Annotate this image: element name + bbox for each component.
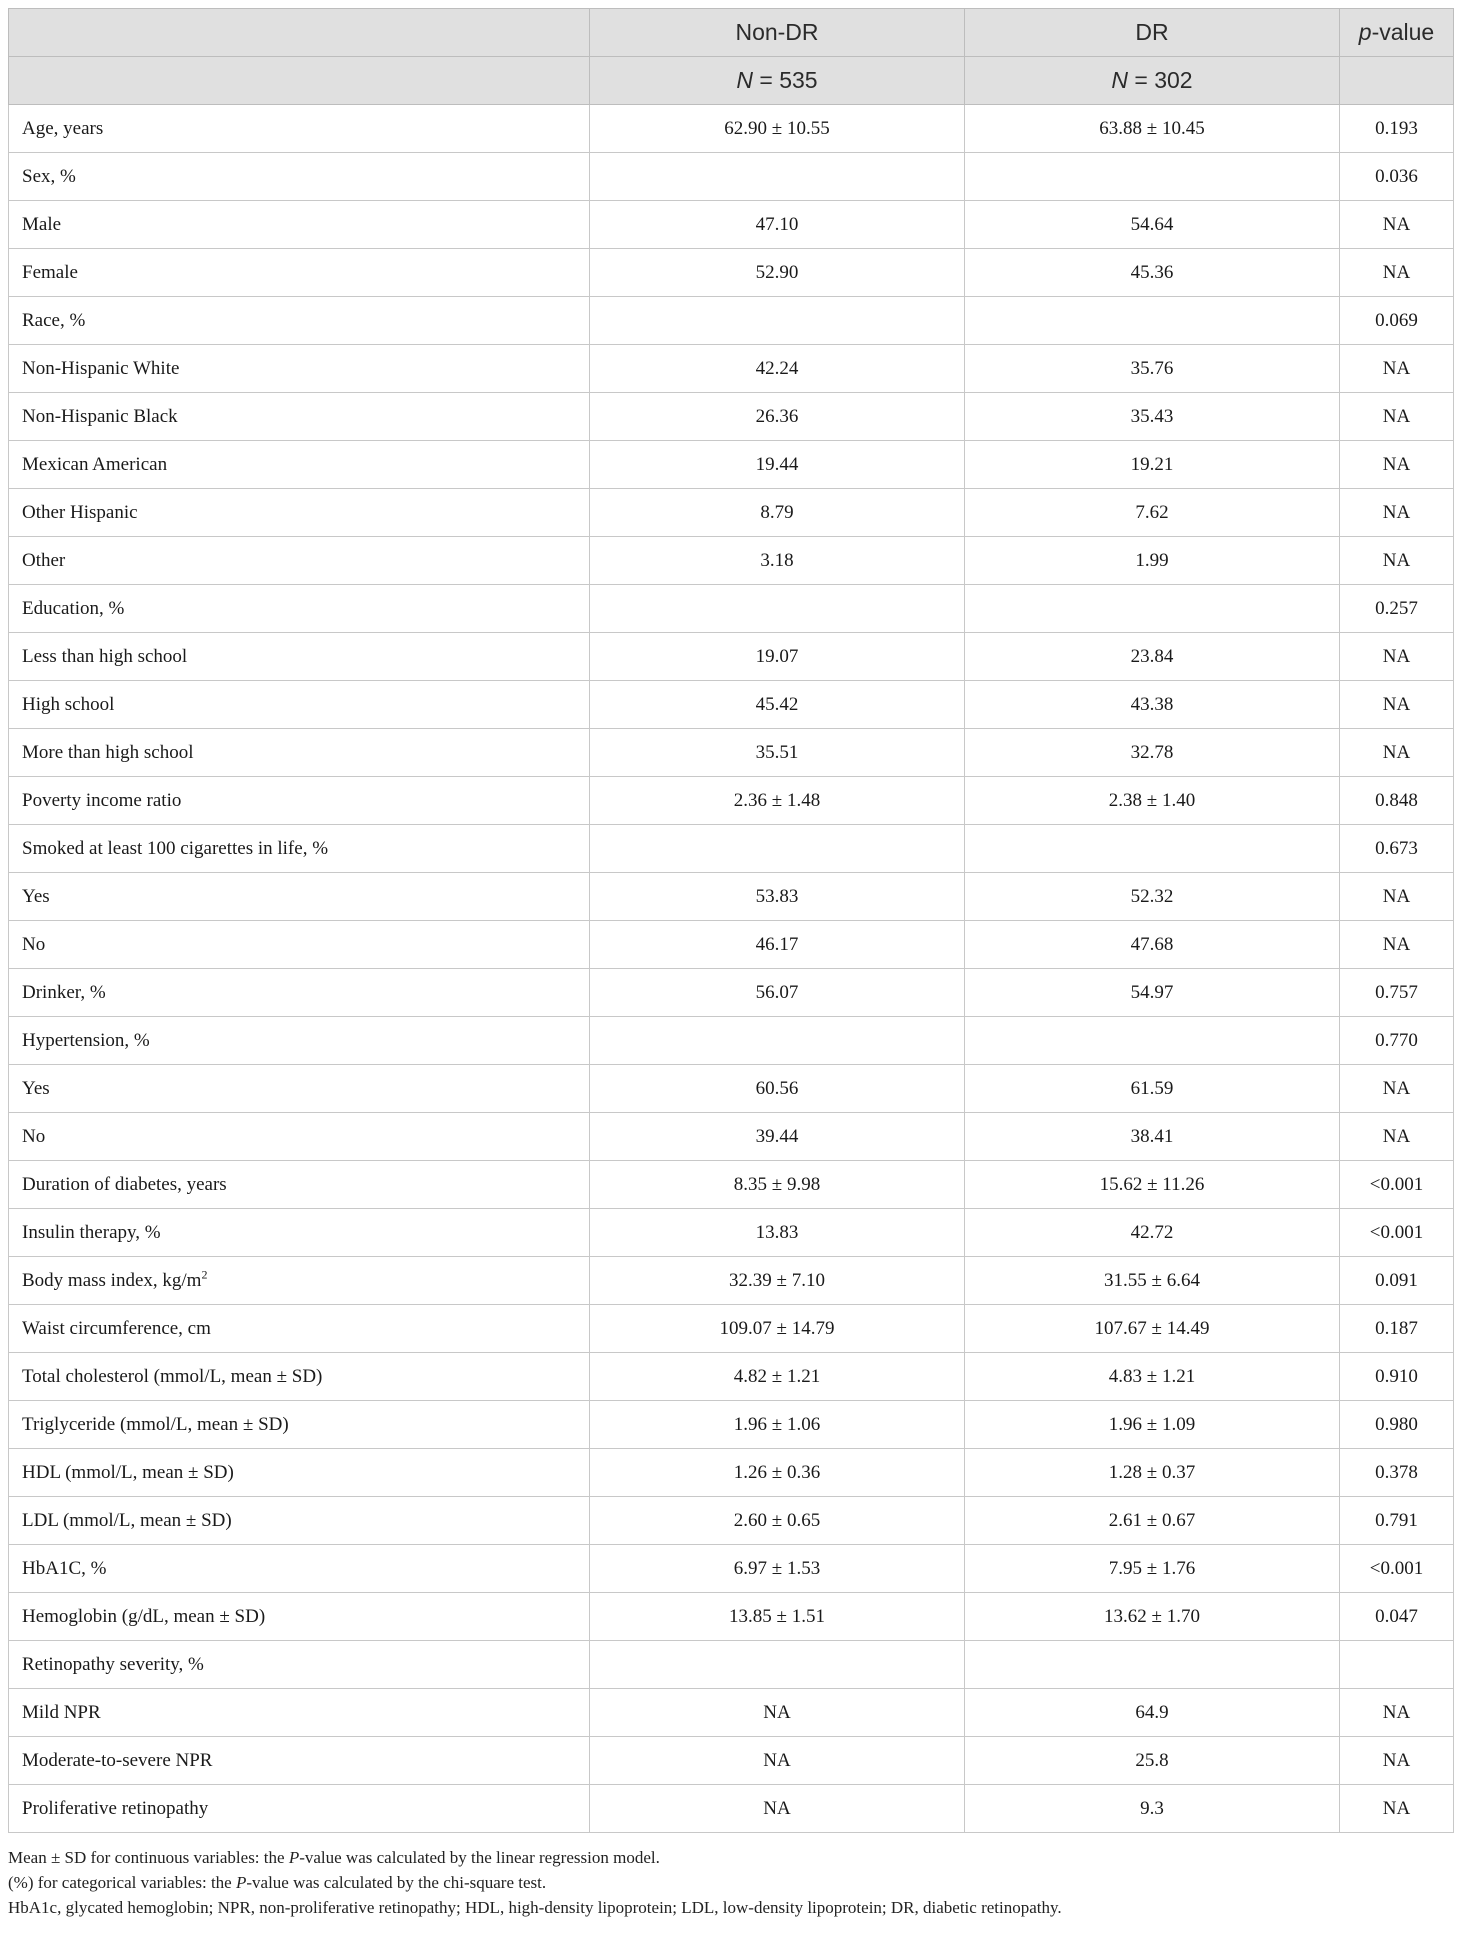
row-label-text: Retinopathy severity, % <box>22 1653 204 1675</box>
nondr-value-cell: NA <box>590 1737 965 1785</box>
dr-value-cell: 23.84 <box>965 633 1340 681</box>
pvalue-cell: <0.001 <box>1340 1161 1454 1209</box>
dr-value-cell <box>965 585 1340 633</box>
pvalue-cell: 0.848 <box>1340 777 1454 825</box>
table-row <box>9 1593 1454 1641</box>
pvalue-cell: 0.757 <box>1340 969 1454 1017</box>
n-symbol: N <box>736 67 754 93</box>
dr-value-cell: 2.61 ± 0.67 <box>965 1497 1340 1545</box>
dr-value-cell <box>965 153 1340 201</box>
footnote-p-symbol: P <box>288 1848 300 1867</box>
row-label-text: Moderate-to-severe NPR <box>22 1749 213 1771</box>
row-label <box>9 489 590 537</box>
nondr-value-cell: 1.26 ± 0.36 <box>590 1449 965 1497</box>
dr-value-cell: 45.36 <box>965 249 1340 297</box>
row-label <box>9 729 590 777</box>
pvalue-cell: NA <box>1340 729 1454 777</box>
row-label-text: Other <box>22 549 66 571</box>
nondr-value-cell: 26.36 <box>590 393 965 441</box>
row-label-text: Sex, % <box>22 165 76 187</box>
table-body <box>9 105 1454 1833</box>
row-label <box>9 201 590 249</box>
nondr-value-cell: 2.60 ± 0.65 <box>590 1497 965 1545</box>
nondr-value-cell: 13.83 <box>590 1209 965 1257</box>
row-label-text: Female <box>22 261 78 283</box>
nondr-value-cell: 13.85 ± 1.51 <box>590 1593 965 1641</box>
pvalue-cell: 0.069 <box>1340 297 1454 345</box>
header-nondr: Non-DR <box>590 9 965 57</box>
nondr-value-cell: 8.79 <box>590 489 965 537</box>
nondr-value-cell: 45.42 <box>590 681 965 729</box>
header-pvalue-rest: -value <box>1371 19 1435 45</box>
pvalue-cell: 0.091 <box>1340 1257 1454 1305</box>
row-label-text: Male <box>22 213 62 235</box>
pvalue-cell: 0.193 <box>1340 105 1454 153</box>
table-row <box>9 1305 1454 1353</box>
nondr-value-cell <box>590 1641 965 1689</box>
table-row <box>9 921 1454 969</box>
pvalue-cell: NA <box>1340 681 1454 729</box>
table-row <box>9 1257 1454 1305</box>
dr-value-cell: 32.78 <box>965 729 1340 777</box>
row-label <box>9 825 590 873</box>
dr-value-cell: 47.68 <box>965 921 1340 969</box>
dr-value-cell: 35.76 <box>965 345 1340 393</box>
table-row <box>9 345 1454 393</box>
dr-value-cell <box>965 297 1340 345</box>
nondr-value-cell: 19.44 <box>590 441 965 489</box>
header-n-dr <box>965 57 1340 105</box>
row-label <box>9 1689 590 1737</box>
header-empty-cell-2 <box>9 57 590 105</box>
dr-value-cell: 25.8 <box>965 1737 1340 1785</box>
header-row-counts <box>9 57 1454 105</box>
pvalue-cell: NA <box>1340 1689 1454 1737</box>
pvalue-cell: NA <box>1340 489 1454 537</box>
nondr-value-cell <box>590 1017 965 1065</box>
nondr-value-cell: 53.83 <box>590 873 965 921</box>
row-label-text: Mexican American <box>22 453 168 475</box>
table-row <box>9 585 1454 633</box>
row-label-text: Less than high school <box>22 645 188 667</box>
pvalue-cell: NA <box>1340 441 1454 489</box>
row-label-text: Race, % <box>22 309 86 331</box>
characteristics-table <box>8 8 1454 1833</box>
row-label-text: Body mass index, kg/m <box>22 1269 202 1291</box>
row-label-text: Insulin therapy, % <box>22 1221 161 1243</box>
table-header <box>9 9 1454 105</box>
nondr-value-cell: 19.07 <box>590 633 965 681</box>
table-row <box>9 633 1454 681</box>
pvalue-cell: 0.187 <box>1340 1305 1454 1353</box>
row-label <box>9 1737 590 1785</box>
row-label-text: Non-Hispanic White <box>22 357 180 379</box>
nondr-value-cell <box>590 153 965 201</box>
table-row <box>9 537 1454 585</box>
row-label-text: Proliferative retinopathy <box>22 1797 209 1819</box>
table-row <box>9 297 1454 345</box>
pvalue-cell: 0.791 <box>1340 1497 1454 1545</box>
nondr-value-cell: 109.07 ± 14.79 <box>590 1305 965 1353</box>
row-label-superscript: 2 <box>201 1267 208 1282</box>
pvalue-cell: 0.036 <box>1340 153 1454 201</box>
footnote-text: (%) for categorical variables: the <box>8 1873 236 1892</box>
table-row <box>9 1401 1454 1449</box>
dr-value-cell: 43.38 <box>965 681 1340 729</box>
n-symbol: N <box>1111 67 1129 93</box>
row-label-text: Duration of diabetes, years <box>22 1173 227 1195</box>
row-label <box>9 1497 590 1545</box>
dr-value-cell: 42.72 <box>965 1209 1340 1257</box>
row-label <box>9 1545 590 1593</box>
header-empty-cell-3 <box>1340 57 1454 105</box>
nondr-value-cell <box>590 825 965 873</box>
n-dr-value: = 302 <box>1128 67 1193 93</box>
nondr-value-cell: 2.36 ± 1.48 <box>590 777 965 825</box>
dr-value-cell: 13.62 ± 1.70 <box>965 1593 1340 1641</box>
pvalue-cell: NA <box>1340 249 1454 297</box>
row-label <box>9 1209 590 1257</box>
row-label-text: Total cholesterol (mmol/L, mean ± SD) <box>22 1365 323 1387</box>
pvalue-cell: NA <box>1340 345 1454 393</box>
row-label <box>9 537 590 585</box>
table-row <box>9 441 1454 489</box>
table-row <box>9 1017 1454 1065</box>
table-row <box>9 873 1454 921</box>
footnote-text: -value was calculated by the chi-square test. <box>246 1873 547 1892</box>
row-label <box>9 873 590 921</box>
pvalue-cell: 0.047 <box>1340 1593 1454 1641</box>
footnote-categorical <box>8 1870 1453 1895</box>
table-row <box>9 1785 1454 1833</box>
row-label <box>9 1065 590 1113</box>
pvalue-cell: NA <box>1340 537 1454 585</box>
row-label-text: Age, years <box>22 117 104 139</box>
row-label-text: Yes <box>22 1077 50 1099</box>
dr-value-cell: 9.3 <box>965 1785 1340 1833</box>
table-row <box>9 1641 1454 1689</box>
row-label <box>9 1401 590 1449</box>
nondr-value-cell: 3.18 <box>590 537 965 585</box>
table-row <box>9 681 1454 729</box>
table-row <box>9 1353 1454 1401</box>
pvalue-cell: NA <box>1340 1737 1454 1785</box>
dr-value-cell: 7.95 ± 1.76 <box>965 1545 1340 1593</box>
row-label-text: More than high school <box>22 741 194 763</box>
row-label-text: Triglyceride (mmol/L, mean ± SD) <box>22 1413 289 1435</box>
dr-value-cell: 4.83 ± 1.21 <box>965 1353 1340 1401</box>
row-label-text: Hypertension, % <box>22 1029 150 1051</box>
row-label-text: Waist circumference, cm <box>22 1317 211 1339</box>
row-label <box>9 921 590 969</box>
dr-value-cell: 2.38 ± 1.40 <box>965 777 1340 825</box>
table-row <box>9 1497 1454 1545</box>
row-label-text: High school <box>22 693 115 715</box>
nondr-value-cell: 1.96 ± 1.06 <box>590 1401 965 1449</box>
footnote-abbreviations: HbA1c, glycated hemoglobin; NPR, non-proliferative retinopathy; HDL, high-density lipoprotein; LDL, low-density lipoprotein; DR, diabetic retinopathy. <box>8 1898 1062 1917</box>
table-row <box>9 969 1454 1017</box>
row-label <box>9 585 590 633</box>
table-footnotes <box>8 1845 1453 1920</box>
nondr-value-cell: 4.82 ± 1.21 <box>590 1353 965 1401</box>
header-row-groups <box>9 9 1454 57</box>
row-label-text: Hemoglobin (g/dL, mean ± SD) <box>22 1605 266 1627</box>
table-row <box>9 1161 1454 1209</box>
table-row <box>9 153 1454 201</box>
pvalue-cell: NA <box>1340 1785 1454 1833</box>
table-row <box>9 1449 1454 1497</box>
dr-value-cell: 31.55 ± 6.64 <box>965 1257 1340 1305</box>
row-label <box>9 249 590 297</box>
row-label <box>9 105 590 153</box>
header-empty-cell <box>9 9 590 57</box>
dr-value-cell: 52.32 <box>965 873 1340 921</box>
table-row <box>9 1689 1454 1737</box>
pvalue-cell: <0.001 <box>1340 1545 1454 1593</box>
nondr-value-cell: 46.17 <box>590 921 965 969</box>
nondr-value-cell: 62.90 ± 10.55 <box>590 105 965 153</box>
pvalue-cell: NA <box>1340 873 1454 921</box>
row-label <box>9 1113 590 1161</box>
pvalue-cell: NA <box>1340 633 1454 681</box>
table-row <box>9 105 1454 153</box>
footnote-continuous <box>8 1845 1453 1870</box>
row-label-text: No <box>22 1125 46 1147</box>
pvalue-cell <box>1340 1641 1454 1689</box>
nondr-value-cell: 52.90 <box>590 249 965 297</box>
pvalue-cell: NA <box>1340 201 1454 249</box>
table-row <box>9 1545 1454 1593</box>
row-label <box>9 969 590 1017</box>
footnote-text: -value was calculated by the linear regression model. <box>299 1848 660 1867</box>
nondr-value-cell: 47.10 <box>590 201 965 249</box>
table-row <box>9 729 1454 777</box>
row-label <box>9 1305 590 1353</box>
footnote-text: Mean ± SD for continuous variables: the <box>8 1848 289 1867</box>
dr-value-cell: 1.96 ± 1.09 <box>965 1401 1340 1449</box>
footnote-p-symbol: P <box>235 1873 247 1892</box>
row-label-text: Poverty income ratio <box>22 789 182 811</box>
row-label <box>9 153 590 201</box>
table-row <box>9 393 1454 441</box>
row-label <box>9 1161 590 1209</box>
row-label-text: Mild NPR <box>22 1701 101 1723</box>
row-label <box>9 393 590 441</box>
n-nondr-value: = 535 <box>753 67 818 93</box>
dr-value-cell <box>965 1017 1340 1065</box>
nondr-value-cell: NA <box>590 1785 965 1833</box>
table-row <box>9 777 1454 825</box>
dr-value-cell: 63.88 ± 10.45 <box>965 105 1340 153</box>
pvalue-cell: NA <box>1340 1113 1454 1161</box>
pvalue-cell: NA <box>1340 921 1454 969</box>
pvalue-cell: 0.770 <box>1340 1017 1454 1065</box>
row-label-text: HbA1C, % <box>22 1557 107 1579</box>
table-row <box>9 1737 1454 1785</box>
pvalue-cell: 0.673 <box>1340 825 1454 873</box>
row-label-text: LDL (mmol/L, mean ± SD) <box>22 1509 232 1531</box>
header-n-nondr <box>590 57 965 105</box>
dr-value-cell: 38.41 <box>965 1113 1340 1161</box>
table-row <box>9 489 1454 537</box>
table-row <box>9 1065 1454 1113</box>
row-label <box>9 1785 590 1833</box>
pvalue-cell: NA <box>1340 1065 1454 1113</box>
table-row <box>9 201 1454 249</box>
row-label <box>9 1257 590 1305</box>
nondr-value-cell: NA <box>590 1689 965 1737</box>
nondr-value-cell: 35.51 <box>590 729 965 777</box>
row-label <box>9 1593 590 1641</box>
pvalue-cell: 0.257 <box>1340 585 1454 633</box>
row-label <box>9 1017 590 1065</box>
row-label <box>9 681 590 729</box>
dr-value-cell: 15.62 ± 11.26 <box>965 1161 1340 1209</box>
pvalue-cell: 0.378 <box>1340 1449 1454 1497</box>
row-label <box>9 1449 590 1497</box>
row-label-text: Smoked at least 100 cigarettes in life, % <box>22 837 329 859</box>
row-label-text: No <box>22 933 46 955</box>
row-label-text: HDL (mmol/L, mean ± SD) <box>22 1461 234 1483</box>
row-label-text: Education, % <box>22 597 125 619</box>
header-pvalue-p: p <box>1358 19 1372 45</box>
row-label <box>9 441 590 489</box>
nondr-value-cell: 56.07 <box>590 969 965 1017</box>
nondr-value-cell <box>590 585 965 633</box>
row-label <box>9 777 590 825</box>
row-label-text: Drinker, % <box>22 981 106 1003</box>
dr-value-cell <box>965 825 1340 873</box>
header-dr: DR <box>965 9 1340 57</box>
dr-value-cell: 107.67 ± 14.49 <box>965 1305 1340 1353</box>
table-row <box>9 825 1454 873</box>
nondr-value-cell: 60.56 <box>590 1065 965 1113</box>
row-label <box>9 1353 590 1401</box>
dr-value-cell: 64.9 <box>965 1689 1340 1737</box>
nondr-value-cell: 42.24 <box>590 345 965 393</box>
dr-value-cell: 54.97 <box>965 969 1340 1017</box>
table-container <box>8 8 1453 1920</box>
row-label-text: Non-Hispanic Black <box>22 405 178 427</box>
row-label <box>9 345 590 393</box>
nondr-value-cell <box>590 297 965 345</box>
nondr-value-cell: 6.97 ± 1.53 <box>590 1545 965 1593</box>
row-label-text: Yes <box>22 885 50 907</box>
row-label <box>9 297 590 345</box>
dr-value-cell: 1.28 ± 0.37 <box>965 1449 1340 1497</box>
dr-value-cell: 61.59 <box>965 1065 1340 1113</box>
dr-value-cell: 54.64 <box>965 201 1340 249</box>
dr-value-cell: 7.62 <box>965 489 1340 537</box>
dr-value-cell: 19.21 <box>965 441 1340 489</box>
row-label <box>9 1641 590 1689</box>
header-pvalue <box>1340 9 1454 57</box>
dr-value-cell: 35.43 <box>965 393 1340 441</box>
pvalue-cell: 0.980 <box>1340 1401 1454 1449</box>
table-row <box>9 249 1454 297</box>
nondr-value-cell: 32.39 ± 7.10 <box>590 1257 965 1305</box>
nondr-value-cell: 8.35 ± 9.98 <box>590 1161 965 1209</box>
pvalue-cell: NA <box>1340 393 1454 441</box>
dr-value-cell: 1.99 <box>965 537 1340 585</box>
pvalue-cell: 0.910 <box>1340 1353 1454 1401</box>
dr-value-cell <box>965 1641 1340 1689</box>
table-row <box>9 1209 1454 1257</box>
nondr-value-cell: 39.44 <box>590 1113 965 1161</box>
table-row <box>9 1113 1454 1161</box>
pvalue-cell: <0.001 <box>1340 1209 1454 1257</box>
row-label-text: Other Hispanic <box>22 501 138 523</box>
row-label <box>9 633 590 681</box>
